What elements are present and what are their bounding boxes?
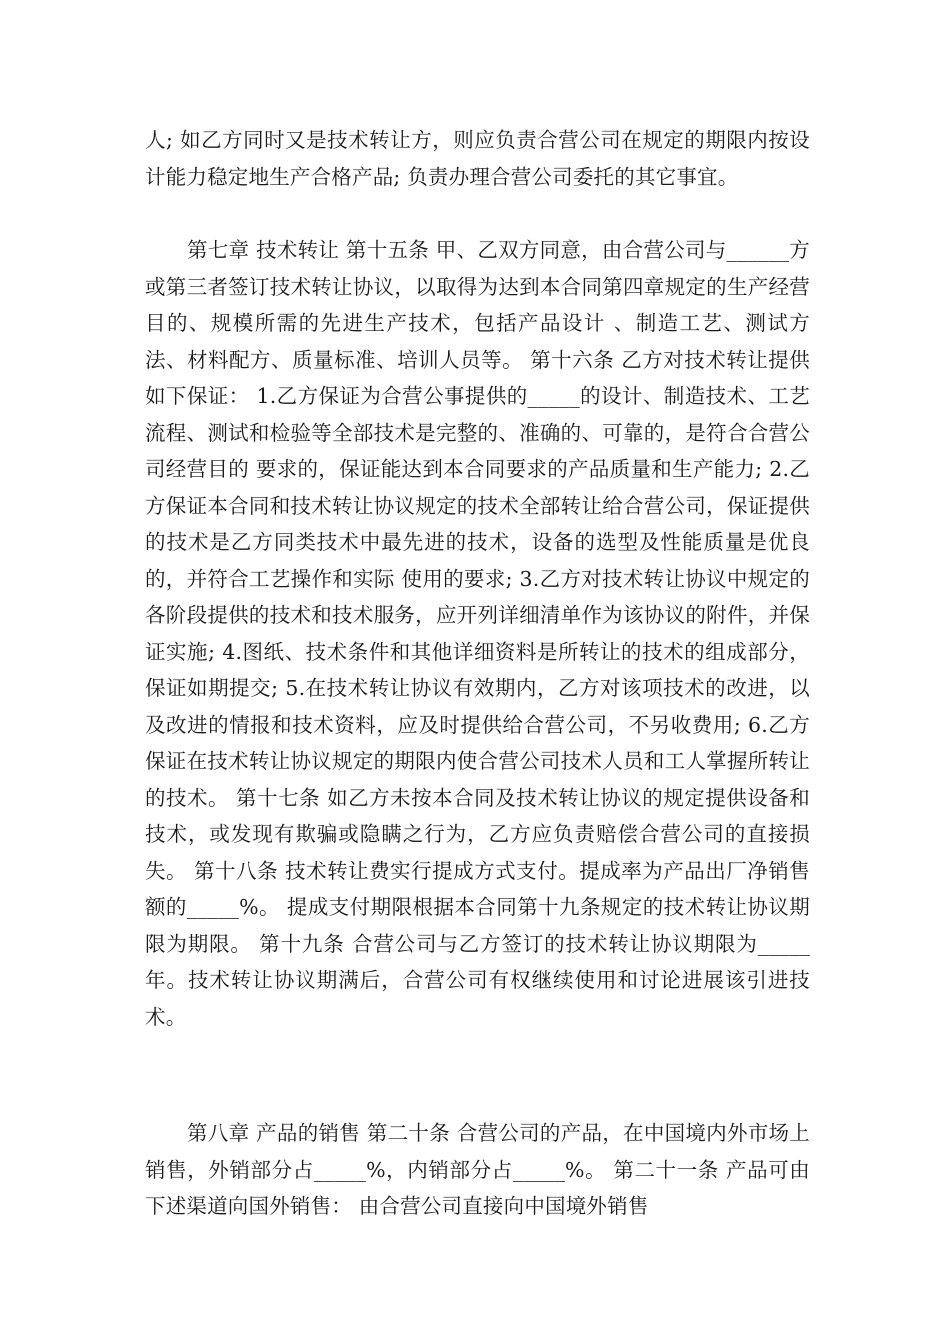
paragraph-chapter-7-technology-transfer: 第七章 技术转让 第十五条 甲、乙双方同意，由合营公司与______方或第三者签订技术转让协议，以取得为达到本合同第四章规定的生产经营目的、规模所需的先进生产技术，包括产品设计 、制造工艺、测试方法、材料配方、质量标准、培训人员等。 第十六条 乙方对技术转让提供如下保证： 1.乙方保证为合营公事提供的_____的设计、制造技术、工艺流程、测试和检验等全部技术是完整的、准确的、可靠的，是符合合营公司经营目的 要求的，保证能达到本合同要求的产品质量和生产能力; 2.乙方保证本合同和技术转让协议规定的技术全部转让给合营公司，保证提供的技术是乙方同类技术中最先进的技术，设备的选型及性能质量是优良的，并符合工艺操作和实际 使用的要求; 3.乙方对技术转让协议中规定的各阶段提供的技术和技术服务，应开列详细清单作为该协议的附件，并保证实施; 4.图纸、技术条件和其他详细资料是所转让的技术的组成部分，保证如期提交; 5.在技术转让协议有效期内，乙方对该项技术的改进，以及改进的情报和技术资料，应及时提供给合营公司，不另收费用; 6.乙方保证在技术转让协议规定的期限内使合营公司技术人员和工人掌握所转让的技术。 第十七条 如乙方未按本合同及技术转让协议的规定提供设备和技术，或发现有欺骗或隐瞒之行为，乙方应负责赔偿合营公司的直接损失。 第十八条 技术转让费实行提成方式支付。提成率为产品出厂净销售额的_____%。 提成支付期限根据本合同第十九条规定的技术转让协议期限为期限。 第十九条 合营公司与乙方签订的技术转让协议期限为_____年。技术转让协议期满后，合营公司有权继续使用和讨论进展该引进技术。 bbox=[145, 238, 810, 1029]
paragraph-chapter-8-product-sales: 第八章 产品的销售 第二十条 合营公司的产品，在中国境内外市场上销售，外销部分占_____%，内销部分占_____%。 第二十一条 产品可由下述渠道向国外销售： 由合营公司直接向中国境外销售 bbox=[145, 1121, 810, 1218]
paragraph-continuation: 人; 如乙方同时又是技术转让方，则应负责合营公司在规定的期限内按设计能力稳定地生产合格产品; 负责办理合营公司委托的其它事宜。 bbox=[145, 128, 810, 189]
